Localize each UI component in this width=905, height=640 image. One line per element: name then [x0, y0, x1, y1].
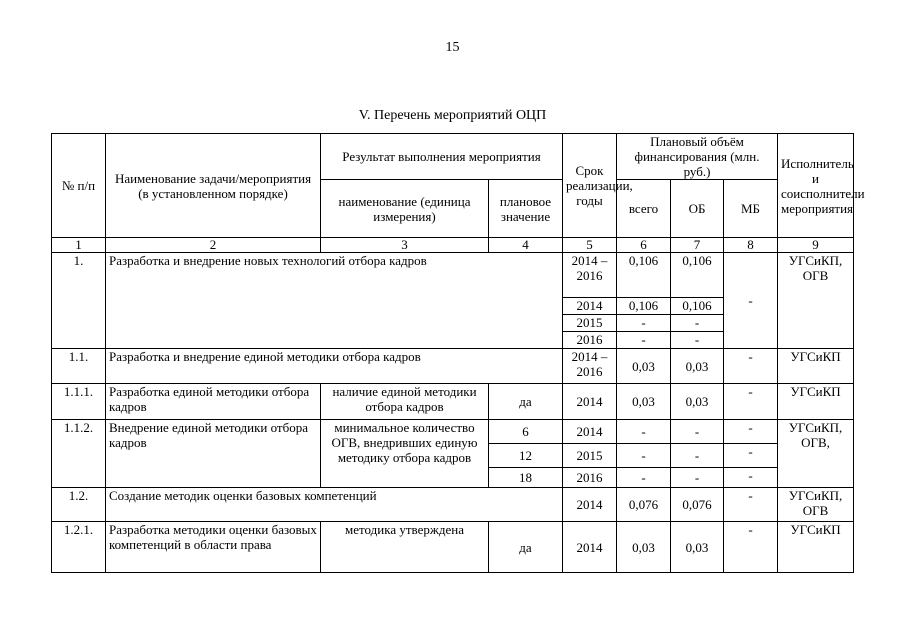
- row-num: 1.1.1.: [52, 384, 106, 420]
- row-mb: -: [724, 253, 778, 349]
- row-executor: УГСиКП: [778, 522, 854, 573]
- row-term: 2014: [563, 298, 617, 315]
- column-number: 5: [563, 238, 617, 253]
- column-number: 9: [778, 238, 854, 253]
- row-ob: -: [671, 315, 724, 332]
- row-ob: -: [671, 332, 724, 349]
- column-number: 1: [52, 238, 106, 253]
- row-ob: -: [671, 444, 724, 468]
- row-name: Разработка единой методики отбора кадров: [106, 384, 321, 420]
- row-ob: -: [671, 420, 724, 444]
- row-total: -: [617, 332, 671, 349]
- row-result-value: 18: [489, 468, 563, 488]
- row-name: Разработка и внедрение новых технологий отбора кадров: [106, 253, 563, 349]
- row-mb: -: [724, 349, 778, 384]
- row-result-value: 6: [489, 420, 563, 444]
- row-name: Разработка и внедрение единой методики отбора кадров: [106, 349, 563, 384]
- header-result-name: наименование (единица измерения): [321, 180, 489, 238]
- column-number: 4: [489, 238, 563, 253]
- row-total: 0,106: [617, 253, 671, 298]
- row-num: 1.1.2.: [52, 420, 106, 488]
- row-term: 2015: [563, 315, 617, 332]
- row-mb: -: [724, 420, 778, 444]
- row-ob: 0,03: [671, 384, 724, 420]
- header-result: Результат выполнения мероприятия: [321, 134, 563, 180]
- row-total: 0,03: [617, 522, 671, 573]
- row-num: 1.2.1.: [52, 522, 106, 573]
- row-ob: 0,106: [671, 253, 724, 298]
- row-ob: 0,03: [671, 349, 724, 384]
- row-total: 0,106: [617, 298, 671, 315]
- row-term: 2014: [563, 488, 617, 522]
- column-number: 3: [321, 238, 489, 253]
- row-num: 1.2.: [52, 488, 106, 522]
- row-total: 0,03: [617, 349, 671, 384]
- header-result-value: плановое значение: [489, 180, 563, 238]
- row-name: Разработка методики оценки базовых компетенций в области права: [106, 522, 321, 573]
- header-total: всего: [617, 180, 671, 238]
- row-result-name: методика утверждена: [321, 522, 489, 573]
- column-number: 2: [106, 238, 321, 253]
- header-name: Наименование задачи/мероприятия (в установленном порядке): [106, 134, 321, 238]
- row-total: -: [617, 315, 671, 332]
- section-title: V. Перечень мероприятий ОЦП: [358, 108, 547, 123]
- row-total: 0,03: [617, 384, 671, 420]
- row-total: 0,076: [617, 488, 671, 522]
- row-executor: УГСиКП: [778, 384, 854, 420]
- column-number: 7: [671, 238, 724, 253]
- row-result-value: да: [489, 384, 563, 420]
- row-executor: УГСиКП, ОГВ,: [778, 420, 854, 488]
- row-term: 2015: [563, 444, 617, 468]
- row-result-name: минимальное количество ОГВ, внедривших единую методику отбора кадров: [321, 420, 489, 488]
- row-mb: -: [724, 488, 778, 522]
- row-num: 1.: [52, 253, 106, 349]
- row-mb: -: [724, 468, 778, 488]
- row-name: Создание методик оценки базовых компетенций: [106, 488, 563, 522]
- row-executor: УГСиКП: [778, 349, 854, 384]
- row-name: Внедрение единой методики отбора кадров: [106, 420, 321, 488]
- row-term: 2014: [563, 420, 617, 444]
- row-term: 2016: [563, 468, 617, 488]
- column-number: 6: [617, 238, 671, 253]
- row-result-value: 12: [489, 444, 563, 468]
- row-total: -: [617, 420, 671, 444]
- row-num: 1.1.: [52, 349, 106, 384]
- header-term: Срок реализации, годы: [563, 134, 617, 238]
- row-term: 2016: [563, 332, 617, 349]
- row-result-name: наличие единой методики отбора кадров: [321, 384, 489, 420]
- row-executor: УГСиКП, ОГВ: [778, 488, 854, 522]
- header-num: № п/п: [52, 134, 106, 238]
- row-ob: 0,106: [671, 298, 724, 315]
- header-financing: Плановый объём финансирования (млн. руб.): [617, 134, 778, 180]
- row-result-value: да: [489, 522, 563, 573]
- row-ob: 0,03: [671, 522, 724, 573]
- row-ob: -: [671, 468, 724, 488]
- row-term: 2014: [563, 384, 617, 420]
- column-number: 8: [724, 238, 778, 253]
- row-ob: 0,076: [671, 488, 724, 522]
- page-number: 15: [445, 40, 460, 55]
- row-total: -: [617, 444, 671, 468]
- row-term: 2014 – 2016: [563, 349, 617, 384]
- row-total: -: [617, 468, 671, 488]
- row-term: 2014 – 2016: [563, 253, 617, 298]
- row-mb: -: [724, 444, 778, 468]
- activities-table: [51, 133, 865, 573]
- header-ob: ОБ: [671, 180, 724, 238]
- row-term: 2014: [563, 522, 617, 573]
- row-executor: УГСиКП, ОГВ: [778, 253, 854, 349]
- row-mb: -: [724, 384, 778, 420]
- row-mb: -: [724, 522, 778, 573]
- header-executor: Исполнитель и соисполнители мероприятия: [778, 134, 854, 238]
- header-mb: МБ: [724, 180, 778, 238]
